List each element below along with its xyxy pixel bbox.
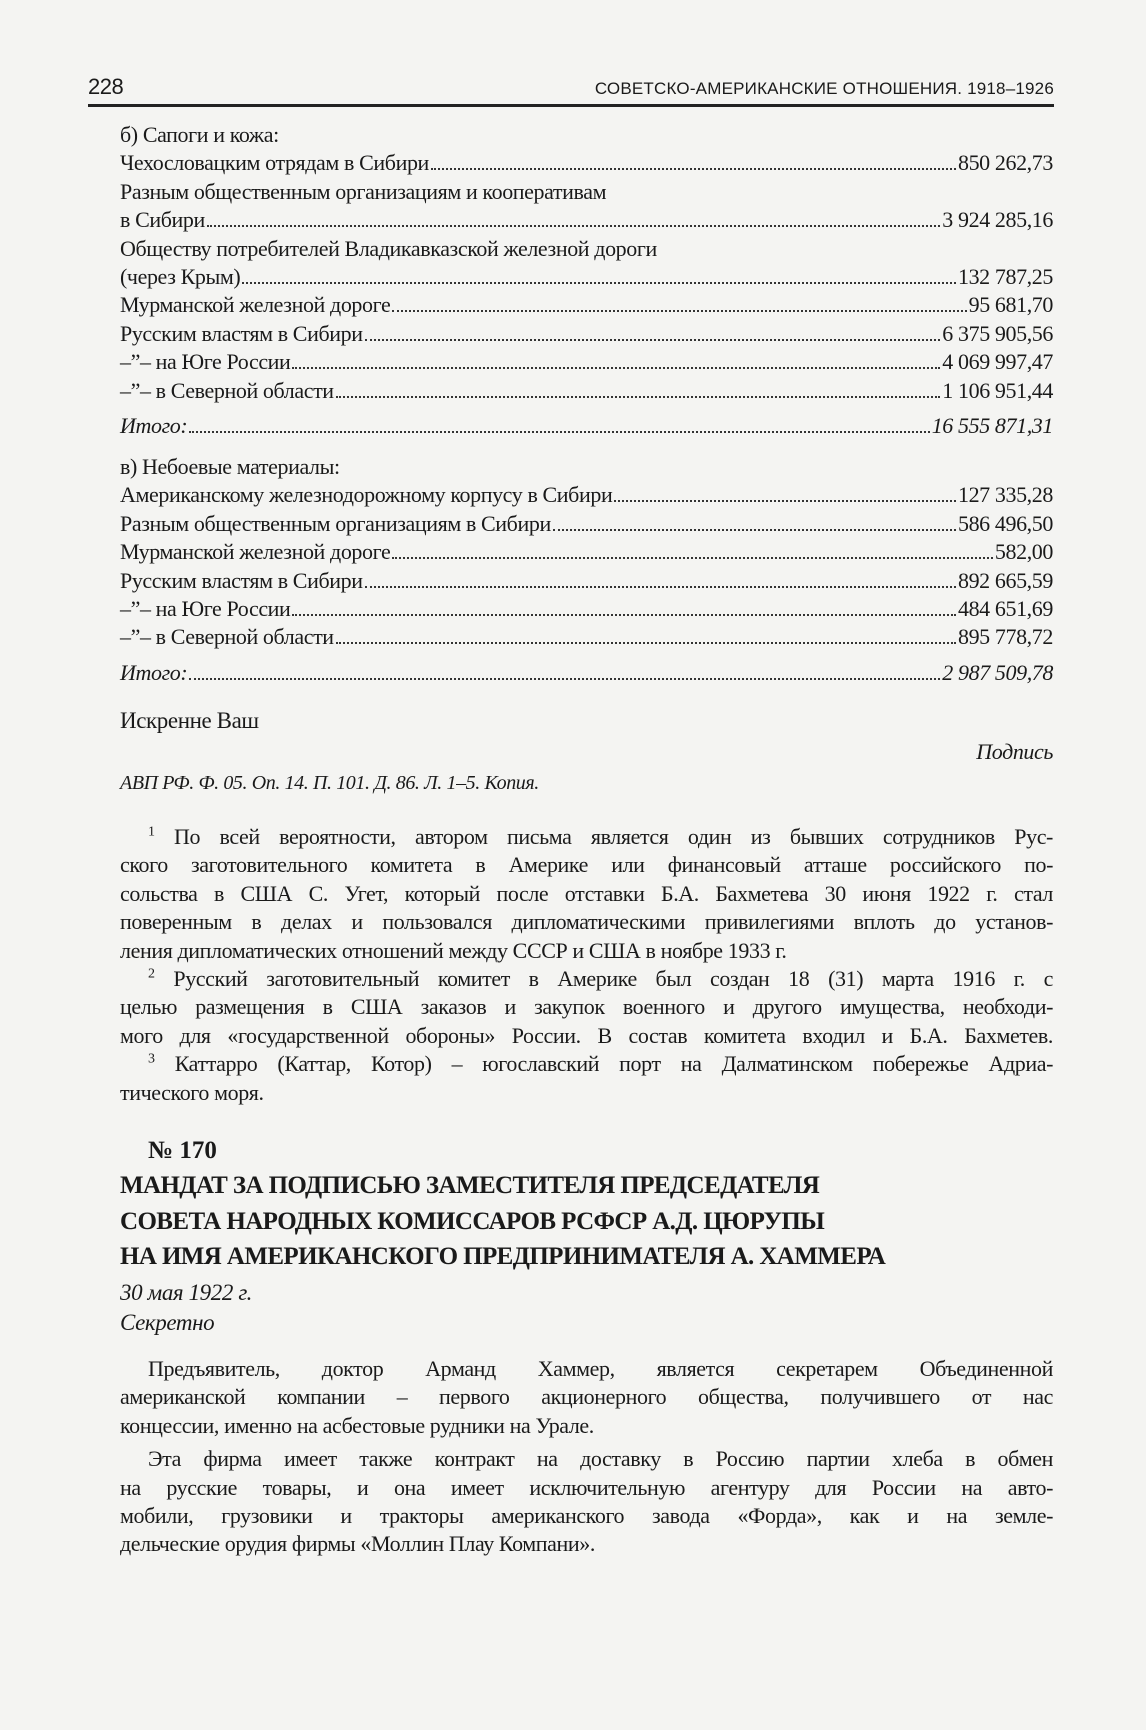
footnote-line: ского заготовительного комитета в Америке или финансовый атташе российского по- [120,852,1053,878]
section-non-combat-materials [120,453,1053,687]
row-label: Чехословацким отрядам в Сибири [120,150,429,176]
ledger-row [120,263,1053,291]
row-value: 4 069 997,47 [942,349,1053,375]
paragraph-line: дельческие орудия фирмы «Моллин Плау Компани». [120,1531,595,1557]
row-label: Мурманской железной дороге [120,539,391,565]
dot-leader [431,167,956,170]
document-title [120,1168,1053,1275]
footnote-line: мого для «государственной обороны» России. В состав комитета входил и Б.А. Бахметев. [120,1022,1053,1048]
running-header [88,74,1054,107]
document-heading [120,1134,1053,1275]
ledger-row [120,595,1053,623]
dot-leader [336,641,956,644]
title-line: СОВЕТА НАРОДНЫХ КОМИССАРОВ РСФСР А.Д. ЦЮРУПЫ [120,1207,825,1235]
footnote-text: Каттарро (Каттар, Котор) – югославский порт на Далматинском побережье Адриа- [174,1051,1054,1077]
paragraph-line: мобили, грузовики и тракторы американского завода «Форда», как и на земле- [120,1502,1053,1528]
ledger-row [120,149,1053,177]
footnote-1 [120,823,1053,965]
footnote-line [120,965,1053,993]
section-heading: в) Небоевые материалы: [120,454,340,479]
footnote-2 [120,965,1053,1050]
ledger-row [120,538,1053,566]
row-label: –”– на Юге России [120,349,291,375]
document-number: № 170 [148,1137,217,1164]
dot-leader [189,430,929,433]
paragraph [120,1445,1053,1559]
row-label-line1: Обществу потребителей Владикавказской железной дороги [120,235,657,261]
footnote-mark: 1 [148,824,155,840]
row-label: (через Крым) [120,263,241,289]
footnote-line: поверенным в делах и пользовался дипломатическими привилегиями вплоть до установ- [120,909,1053,935]
footnote-mark: 3 [148,1051,155,1067]
paragraph-line: американской компании – первого акционерного общества, получившего от нас [120,1384,1053,1410]
dot-leader [392,309,966,312]
row-label: Русским властям в Сибири [120,567,363,593]
row-value: 895 778,72 [957,624,1053,650]
row-label-line1: Разным общественным организациям и кооперативам [120,178,607,204]
footnote-line: сольства в США С. Угет, который после отставки Б.А. Бахметева 30 июня 1922 г. стал [120,880,1053,906]
archive-source: АВП РФ. Ф. 05. Оп. 14. П. 101. Д. 86. Л. 1–5. Копия. [120,771,539,794]
document-body [120,1355,1053,1559]
row-value: 484 651,69 [957,595,1053,621]
footnote-mark: 2 [148,966,155,982]
ledger-row [120,623,1053,651]
paragraph [120,1355,1053,1440]
row-value: 850 262,73 [957,150,1053,176]
footnote-line: ления дипломатических отношений между СССР и США в ноябре 1933 г. [120,937,787,963]
dot-leader [336,395,941,398]
ledger-row [120,320,1053,348]
total-label: Итого: [120,412,188,438]
section-boots-leather [120,121,1053,440]
paragraph-line: Предъявитель, доктор Арманд Хаммер, является секретарем Объединенной [148,1356,1053,1381]
dot-leader [553,528,956,531]
row-value: 132 787,25 [957,263,1053,289]
paragraph-line: концессии, именно на асбестовые рудники на Урале. [120,1412,594,1438]
row-value: 127 335,28 [957,482,1053,508]
row-value: 3 924 285,16 [942,207,1053,233]
ledger-row [120,348,1053,376]
footnote-3 [120,1050,1053,1107]
ledger-row [120,291,1053,319]
row-value: 6 375 905,56 [942,320,1053,346]
salutation: Искренне Ваш [120,708,259,733]
ledger-row [120,206,1053,234]
row-label: –”– в Северной области [120,377,334,403]
page-number: 228 [88,74,124,99]
footnote-line: целью размещения в США заказов и закупок военного и другого имущества, необходи- [120,994,1053,1020]
row-label: Американскому железнодорожному корпусу в Сибири [120,482,613,508]
footnotes [120,823,1053,1107]
footnote-line [120,1050,1053,1078]
dot-leader [392,556,993,559]
classification: Секретно [120,1310,215,1335]
section-heading: б) Сапоги и кожа: [120,122,279,147]
dot-leader [365,338,941,341]
row-value: 586 496,50 [957,510,1053,536]
paragraph-line: на русские товары, и она имеет исключительную агентуру для России на авто- [120,1474,1053,1500]
ledger-row [120,377,1053,405]
title-line: НА ИМЯ АМЕРИКАНСКОГО ПРЕДПРИНИМАТЕЛЯ А. ХАММЕРА [120,1243,886,1270]
ledger-row [120,567,1053,595]
row-label: в Сибири [120,207,205,233]
total-row [120,659,1053,687]
total-value: 2 987 509,78 [942,659,1053,685]
footnote-text: По всей вероятности, автором письма является один из бывших сотрудников Рус- [174,824,1053,849]
row-value: 892 665,59 [957,567,1053,593]
dot-leader [242,281,956,284]
row-label: Русским властям в Сибири [120,320,363,346]
row-label: Разным общественным организациям в Сибири [120,510,551,536]
footnote-text: Русский заготовительный комитет в Америке был создан 18 (31) марта 1916 г. с [173,965,1053,991]
ledger-row [120,510,1053,538]
ledger-row [120,481,1053,509]
row-value: 1 106 951,44 [942,377,1053,403]
document-meta [120,1276,1053,1337]
dot-leader [614,499,956,502]
total-label: Итого: [120,659,188,685]
title-line: МАНДАТ ЗА ПОДПИСЬЮ ЗАМЕСТИТЕЛЯ ПРЕДСЕДАТЕЛЯ [120,1172,820,1199]
dot-leader [207,224,940,227]
row-label: –”– на Юге России [120,595,291,621]
footnote-line: тического моря. [120,1079,264,1105]
row-value: 95 681,70 [968,292,1053,318]
paragraph-line: Эта фирма имеет также контракт на доставку в Россию партии хлеба в обмен [148,1446,1053,1472]
closing [120,707,1053,797]
row-label: Мурманской железной дороге [120,292,391,318]
signature: Подпись [976,739,1053,765]
dot-leader [189,677,940,680]
dot-leader [292,613,956,616]
dot-leader [292,366,940,369]
total-value: 16 555 871,31 [931,412,1053,438]
running-title: СОВЕТСКО-АМЕРИКАНСКИЕ ОТНОШЕНИЯ. 1918–1926 [594,79,1054,98]
total-row [120,412,1053,440]
row-label: –”– в Северной области [120,624,334,650]
dot-leader [365,585,956,588]
footnote-line [120,823,1053,851]
document-date: 30 мая 1922 г. [120,1280,252,1305]
row-value: 582,00 [994,539,1053,565]
